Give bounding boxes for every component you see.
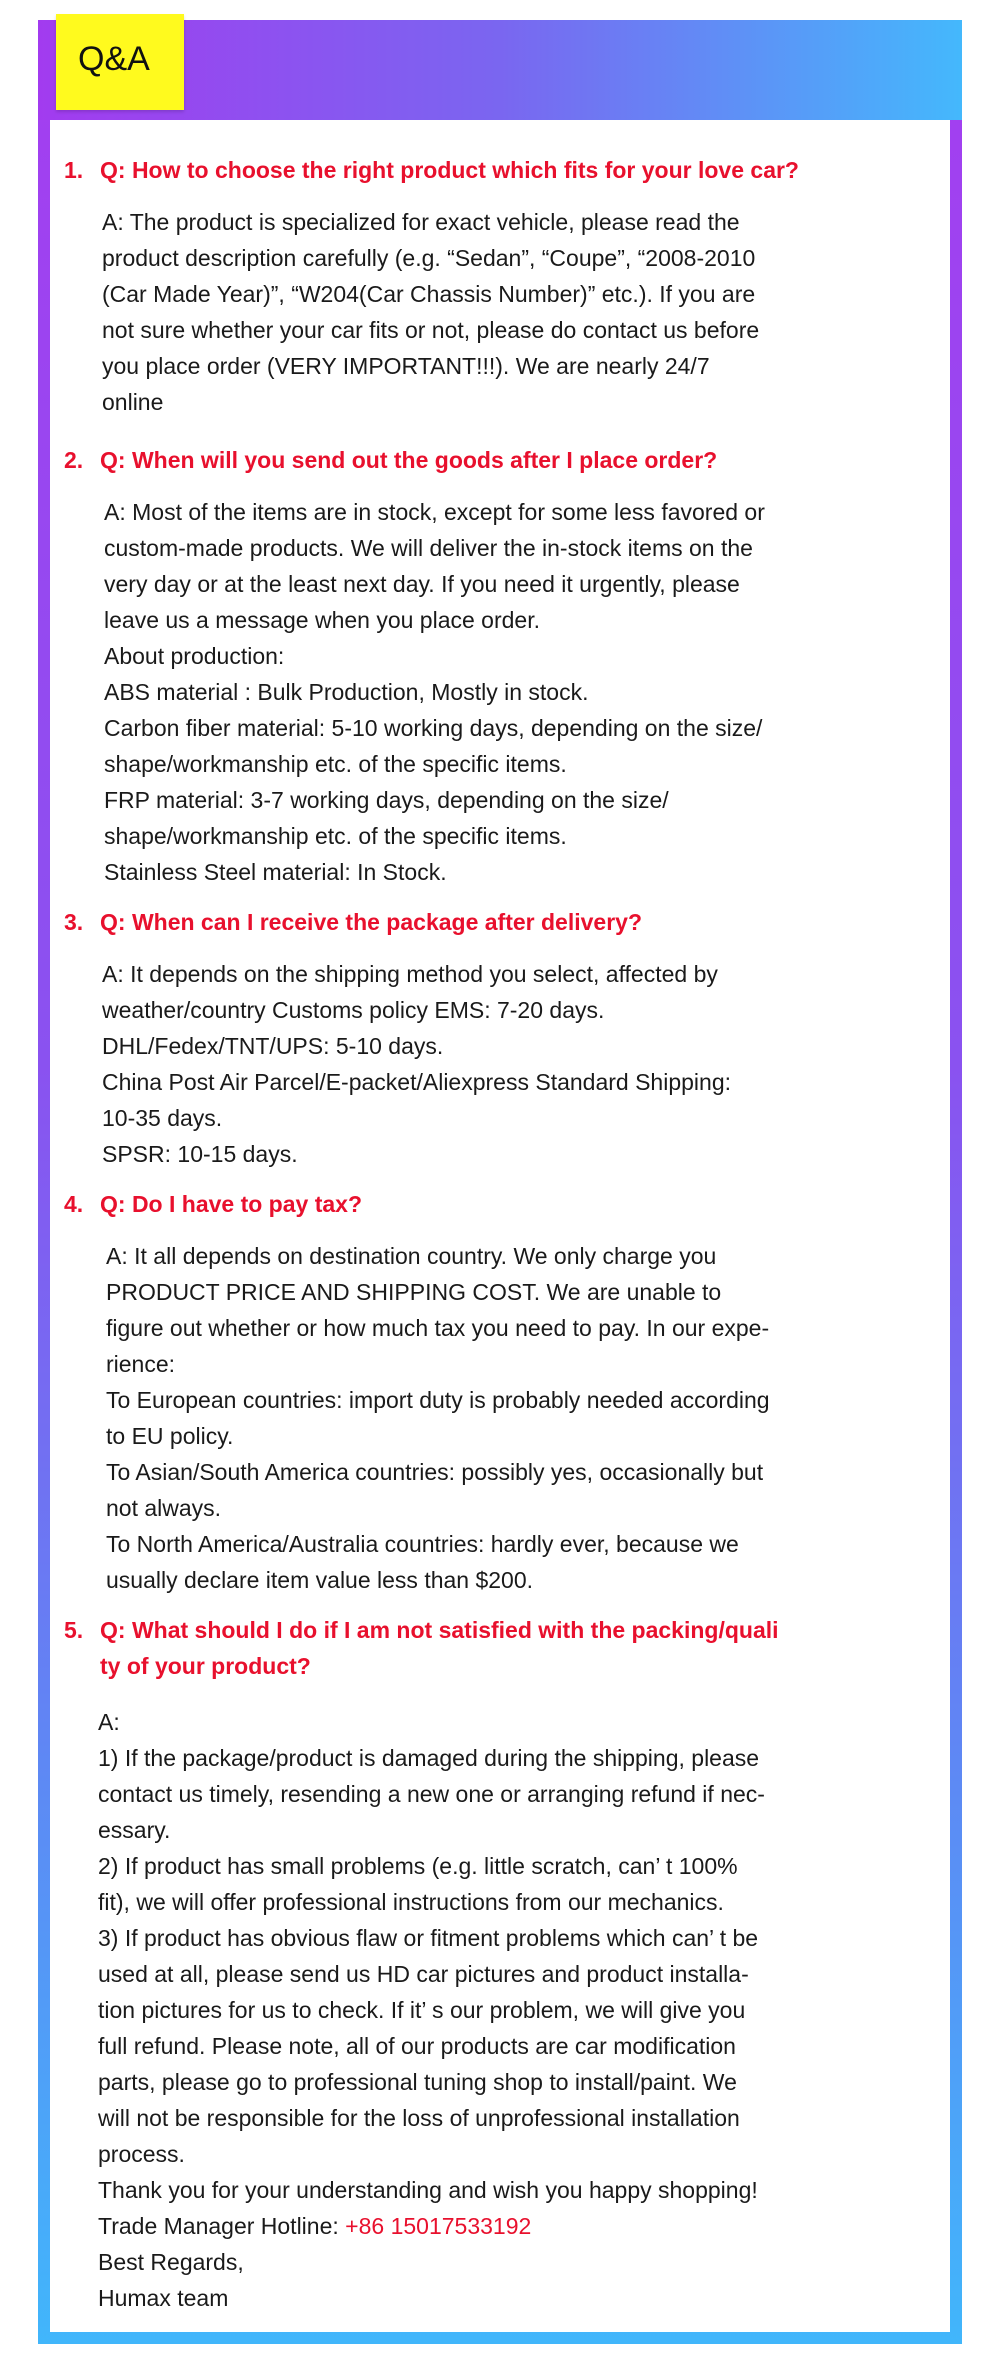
answer-line: you place order (VERY IMPORTANT!!!). We are nearly 24/7 xyxy=(102,353,710,379)
answer-line: SPSR: 10-15 days. xyxy=(102,1141,298,1167)
answer-line: process. xyxy=(98,2141,185,2167)
answer-line: shape/workmanship etc. of the specific items. xyxy=(104,751,567,777)
answer-line: Stainless Steel material: In Stock. xyxy=(104,859,447,885)
qa-item-2 xyxy=(64,442,930,890)
answer-line: A: xyxy=(98,1709,120,1735)
answer-line: Carbon fiber material: 5-10 working days, depending on the size/ xyxy=(104,715,763,741)
hotline-number: +86 15017533192 xyxy=(345,2213,532,2239)
question-5: 5. Q: What should I do if I am not satisfied with the packing/quali xyxy=(64,1617,779,1643)
answer-line: 1) If the package/product is damaged during the shipping, please xyxy=(98,1745,760,1771)
signature-line: Humax team xyxy=(98,2285,229,2311)
answer-line: A: It depends on the shipping method you select, affected by xyxy=(102,961,718,987)
answer-line: contact us timely, resending a new one or arranging refund if nec- xyxy=(98,1781,765,1807)
answer-line: PRODUCT PRICE AND SHIPPING COST. We are unable to xyxy=(106,1279,722,1305)
answer-line: very day or at the least next day. If you need it urgently, please xyxy=(104,571,740,597)
answer-line: DHL/Fedex/TNT/UPS: 5-10 days. xyxy=(102,1033,444,1059)
answer-line: rience: xyxy=(106,1351,176,1377)
answer-line: A: The product is specialized for exact vehicle, please read the xyxy=(102,209,740,235)
answer-line: custom-made products. We will deliver the in-stock items on the xyxy=(104,535,753,561)
answer-line: figure out whether or how much tax you need to pay. In our expe- xyxy=(106,1315,770,1341)
answer-2 xyxy=(104,494,930,890)
answer-line: To North America/Australia countries: hardly ever, because we xyxy=(106,1531,739,1557)
answer-3 xyxy=(102,956,930,1172)
question-4: 4. Q: Do I have to pay tax? xyxy=(64,1191,362,1217)
answer-line: Thank you for your understanding and wish you happy shopping! xyxy=(98,2177,758,2203)
qa-item-4 xyxy=(64,1186,930,1598)
answer-line: About production: xyxy=(104,643,285,669)
qa-badge-label: Q&A xyxy=(78,40,150,78)
answer-line: To European countries: import duty is probably needed according xyxy=(106,1387,770,1413)
answer-5 xyxy=(98,1704,930,2316)
answer-line: not sure whether your car fits or not, please do contact us before xyxy=(102,317,760,343)
answer-line: to EU policy. xyxy=(106,1423,234,1449)
answer-line: product description carefully (e.g. “Sedan”, “Coupe”, “2008-2010 xyxy=(102,245,756,271)
question-3: 3. Q: When can I receive the package after delivery? xyxy=(64,909,642,935)
hotline-line xyxy=(98,2208,930,2244)
answer-line: usually declare item value less than $200. xyxy=(106,1567,534,1593)
answer-line: FRP material: 3-7 working days, depending on the size/ xyxy=(104,787,669,813)
answer-line: tion pictures for us to check. If it’ s our problem, we will give you xyxy=(98,1997,746,2023)
qa-item-5 xyxy=(64,1612,930,2316)
answer-line: 2) If product has small problems (e.g. little scratch, can’ t 100% xyxy=(98,1853,738,1879)
answer-line: not always. xyxy=(106,1495,222,1521)
answer-line: To Asian/South America countries: possibly yes, occasionally but xyxy=(106,1459,764,1485)
hotline-label: Trade Manager Hotline: xyxy=(98,2213,346,2239)
qa-item-1 xyxy=(64,152,930,420)
answer-line: used at all, please send us HD car pictures and product installa- xyxy=(98,1961,749,1987)
answer-line: essary. xyxy=(98,1817,171,1843)
qa-badge xyxy=(56,14,184,110)
answer-line: (Car Made Year)”, “W204(Car Chassis Number)” etc.). If you are xyxy=(102,281,756,307)
answer-line: China Post Air Parcel/E-packet/Aliexpress Standard Shipping: xyxy=(102,1069,731,1095)
answer-line: weather/country Customs policy EMS: 7-20 days. xyxy=(102,997,605,1023)
answer-line: parts, please go to professional tuning shop to install/paint. We xyxy=(98,2069,737,2095)
answer-line: fit), we will offer professional instructions from our mechanics. xyxy=(98,1889,724,1915)
answer-line: A: Most of the items are in stock, except for some less favored or xyxy=(104,499,765,525)
answer-line: full refund. Please note, all of our products are car modification xyxy=(98,2033,736,2059)
question-1: 1. Q: How to choose the right product which fits for your love car? xyxy=(64,157,799,183)
answer-line: 10-35 days. xyxy=(102,1105,223,1131)
answer-line: shape/workmanship etc. of the specific items. xyxy=(104,823,567,849)
answer-line: will not be responsible for the loss of unprofessional installation xyxy=(98,2105,740,2131)
question-2: 2. Q: When will you send out the goods after I place order? xyxy=(64,447,718,473)
answer-line: ABS material : Bulk Production, Mostly in stock. xyxy=(104,679,589,705)
answer-line: online xyxy=(102,389,164,415)
answer-4 xyxy=(106,1238,930,1598)
answer-line: A: It all depends on destination country. We only charge you xyxy=(106,1243,717,1269)
closing-line: Best Regards, xyxy=(98,2249,244,2275)
qa-item-3 xyxy=(64,904,930,1172)
answer-line: 3) If product has obvious flaw or fitment problems which can’ t be xyxy=(98,1925,759,1951)
question-5-continued: ty of your product? xyxy=(100,1653,311,1679)
answer-1 xyxy=(102,204,930,420)
answer-line: leave us a message when you place order. xyxy=(104,607,540,633)
